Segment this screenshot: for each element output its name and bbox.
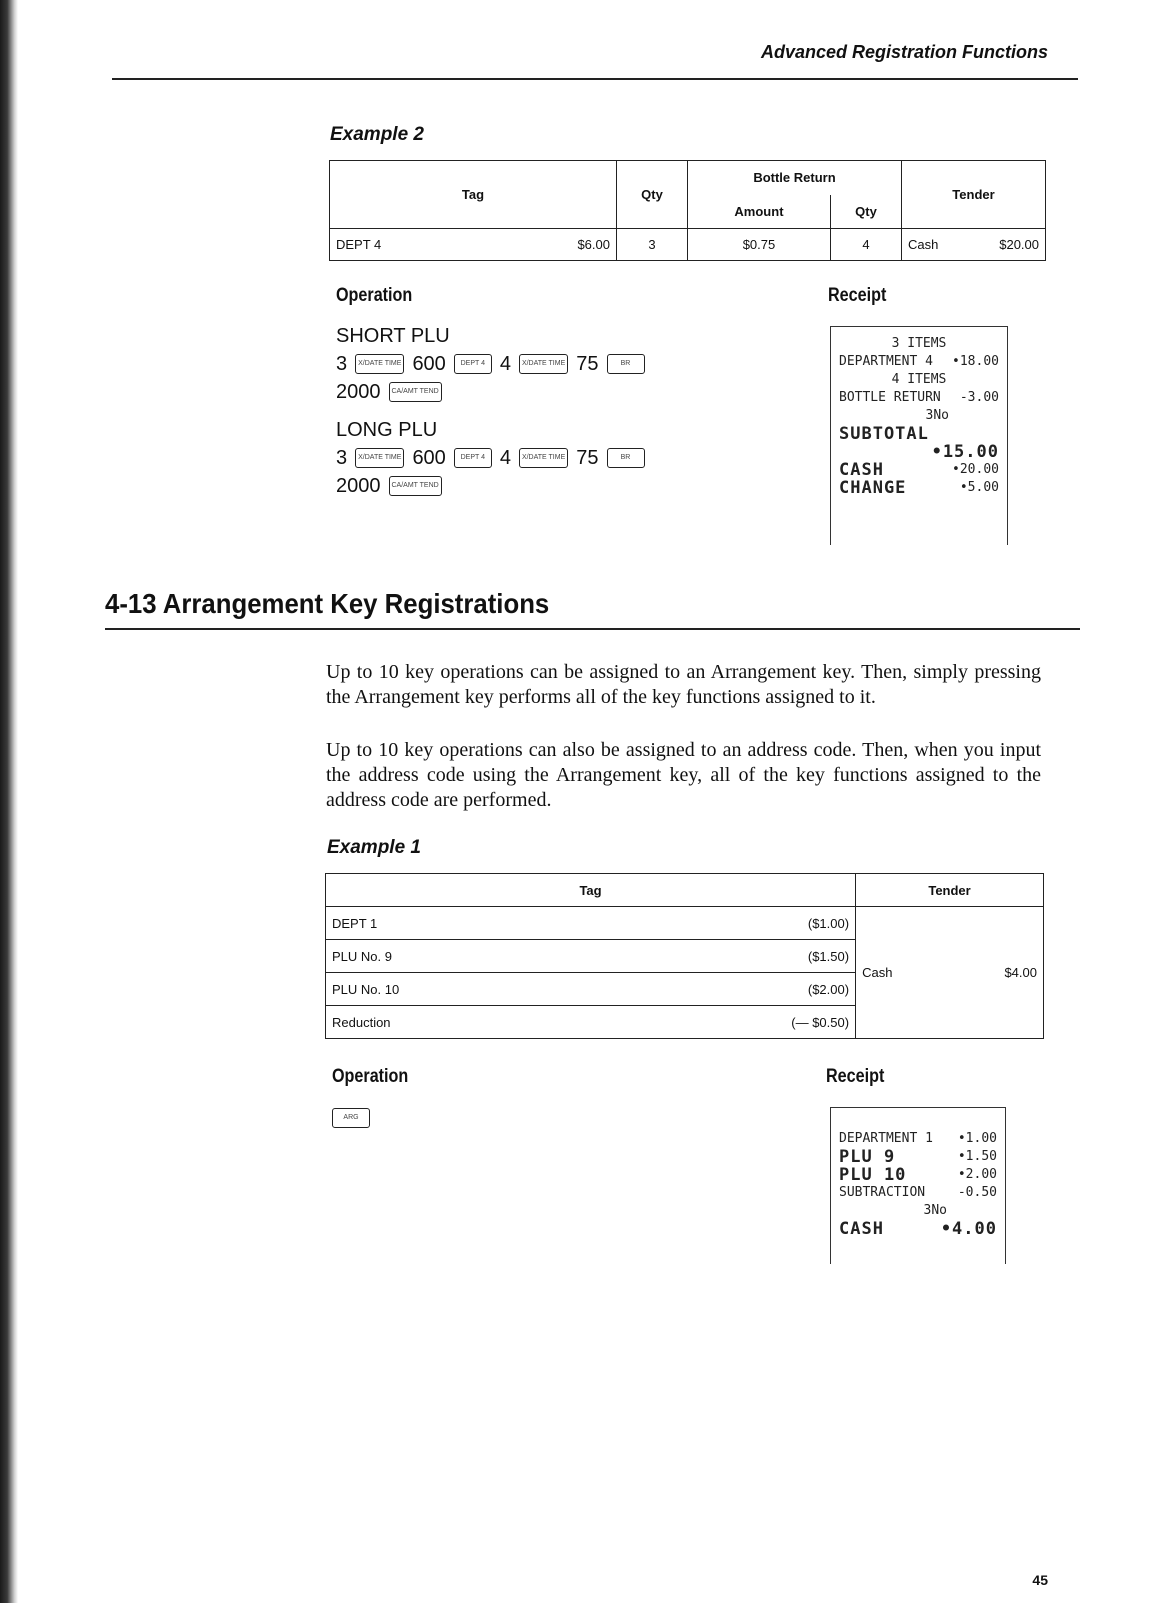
x-date-time-key: X/DATE TIME [519, 354, 568, 374]
book-binding-edge [0, 0, 18, 1603]
receipt-cash-value: •4.00 [940, 1219, 997, 1239]
br-key: BR [607, 448, 645, 468]
receipt-example-1 [830, 1107, 1006, 1264]
receipt-subtotal-label: SUBTOTAL [839, 424, 929, 444]
dept-4-key: DEPT 4 [454, 448, 492, 468]
short-plu-row-2 [336, 378, 756, 406]
tag-price: ($1.00) [607, 907, 855, 940]
col-tender: Tender [856, 874, 1044, 907]
receipt-amount: •5.00 [959, 480, 999, 495]
receipt-line: DEPARTMENT 4 [839, 354, 933, 369]
col-tag: Tag [330, 161, 617, 229]
receipt-cash-label: CASH [839, 460, 884, 480]
receipt-cash-label: CASH [839, 1219, 884, 1239]
tag-name: DEPT 4 [330, 229, 491, 261]
long-plu-row-2 [336, 472, 756, 500]
example-2-table [329, 160, 1046, 261]
running-header: Advanced Registration Functions [760, 42, 1048, 62]
ca-amt-tend-key: CA/AMT TEND [389, 382, 442, 402]
paragraph-2: Up to 10 key operations can also be assigned to an address code. Then, when you input the address code using the Arrangement key, all of the key functions assigned to the address code are performed. [326, 739, 1041, 811]
input-value: 3 [336, 447, 348, 469]
header-rule [112, 78, 1078, 80]
tag-price: ($2.00) [607, 973, 855, 1006]
qty-value: 3 [616, 229, 687, 261]
tender-amount: $4.00 [988, 907, 1043, 1039]
ca-amt-tend-key: CA/AMT TEND [389, 476, 442, 496]
operation-label: Operation [336, 285, 413, 306]
long-plu-title: LONG PLU [336, 419, 438, 441]
receipt-amount: •20.00 [952, 462, 999, 477]
receipt-label: Receipt [826, 1066, 885, 1087]
col-qty: Qty [616, 161, 687, 229]
tender-name: Cash [901, 229, 966, 261]
x-date-time-key: X/DATE TIME [519, 448, 568, 468]
tag-name: Reduction [326, 1006, 608, 1039]
receipt-line: SUBTRACTION [839, 1185, 926, 1200]
input-value: 75 [576, 447, 599, 469]
receipt-amount: •2.00 [957, 1167, 997, 1182]
input-value: 75 [576, 353, 599, 375]
tag-name: DEPT 1 [326, 907, 608, 940]
receipt-line: PLU 9 [839, 1147, 896, 1167]
tender-amount: $20.00 [966, 229, 1045, 261]
col-bottle-return: Bottle Return [687, 161, 901, 195]
x-date-time-key: X/DATE TIME [355, 448, 404, 468]
col-br-qty: Qty [830, 195, 901, 229]
receipt-line: 3 ITEMS [891, 336, 947, 351]
receipt-line: 3No [923, 1203, 947, 1218]
tag-price: $6.00 [491, 229, 617, 261]
example-1-table [325, 873, 1044, 1039]
receipt-amount: •1.00 [957, 1131, 997, 1146]
tag-price: (— $0.50) [607, 1006, 855, 1039]
input-value: 600 [412, 447, 446, 469]
br-qty-value: 4 [830, 229, 901, 261]
section-rule [105, 628, 1080, 630]
long-plu-row-1 [336, 444, 756, 472]
input-value: 4 [499, 447, 511, 469]
receipt-line: BOTTLE RETURN [839, 390, 941, 405]
receipt-line: DEPARTMENT 1 [839, 1131, 933, 1146]
input-value: 2000 [336, 381, 381, 403]
amount-value: $0.75 [687, 229, 830, 261]
operation-sequence [336, 322, 756, 500]
input-value: 4 [499, 353, 511, 375]
input-value: 3 [336, 353, 348, 375]
example-1-label: Example 1 [327, 837, 421, 858]
col-amount: Amount [687, 195, 830, 229]
receipt-line: 4 ITEMS [891, 372, 947, 387]
receipt-line: PLU 10 [839, 1165, 907, 1185]
operation-label: Operation [332, 1066, 409, 1087]
receipt-subtotal-value: •15.00 [931, 442, 999, 462]
arg-key: ARG [332, 1108, 370, 1128]
x-date-time-key: X/DATE TIME [355, 354, 404, 374]
table-row [326, 907, 1044, 940]
receipt-amount: -0.50 [957, 1185, 997, 1200]
tag-name: PLU No. 10 [326, 973, 608, 1006]
page-number: 45 [1032, 1572, 1048, 1588]
input-value: 2000 [336, 475, 381, 497]
section-title: 4-13 Arrangement Key Registrations [105, 588, 550, 619]
col-tag: Tag [326, 874, 856, 907]
dept-4-key: DEPT 4 [454, 354, 492, 374]
br-key: BR [607, 354, 645, 374]
tag-price: ($1.50) [607, 940, 855, 973]
receipt-amount: •1.50 [957, 1149, 997, 1164]
short-plu-title: SHORT PLU [336, 325, 450, 347]
receipt-amount: -3.00 [959, 390, 999, 405]
receipt-label: Receipt [828, 285, 887, 306]
example-2-label: Example 2 [330, 124, 424, 145]
col-tender: Tender [901, 161, 1045, 229]
receipt-amount: •18.00 [952, 354, 999, 369]
receipt-line: 3No [925, 408, 949, 423]
receipt-example-2 [830, 326, 1008, 545]
input-value: 600 [412, 353, 446, 375]
receipt-change-label: CHANGE [839, 478, 907, 498]
tender-name: Cash [856, 907, 989, 1039]
paragraph-1: Up to 10 key operations can be assigned to an Arrangement key. Then, simply pressing the Arrangement key performs all of the key functions assigned to it. [326, 661, 1041, 708]
tag-name: PLU No. 9 [326, 940, 608, 973]
table-row [330, 229, 1046, 261]
short-plu-row-1 [336, 350, 756, 378]
